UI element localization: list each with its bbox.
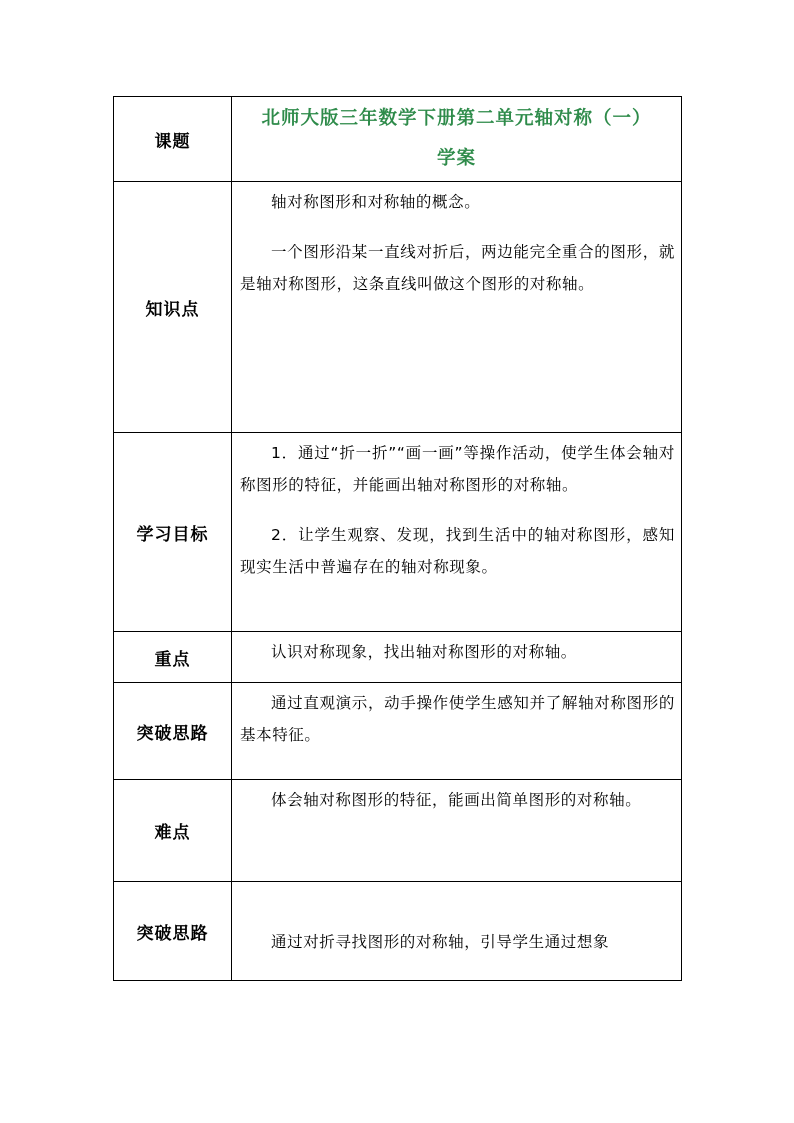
approach-content-2 xyxy=(232,882,682,981)
key-point-row xyxy=(114,632,682,683)
approach-row-2 xyxy=(114,882,682,981)
knowledge-paragraph-2: 一个图形沿某一直线对折后，两边能完全重合的图形，就是轴对称图形，这条直线叫做这个图形的对称轴。 xyxy=(240,243,675,293)
difficulty-label: 难点 xyxy=(114,780,232,882)
lesson-title-line-1: 北师大版三年数学下册第二单元轴对称（一） xyxy=(261,108,652,129)
approach-row-1 xyxy=(114,683,682,780)
lesson-plan-table xyxy=(113,96,682,981)
objectives-content xyxy=(232,433,682,632)
objective-paragraph-2: 2．让学生观察、发现，找到生活中的轴对称图形，感知现实生活中普遍存在的轴对称现象。 xyxy=(240,526,675,576)
lesson-title xyxy=(232,97,682,182)
approach-paragraph-1: 通过直观演示，动手操作使学生感知并了解轴对称图形的基本特征。 xyxy=(240,694,675,744)
objectives-row xyxy=(114,433,682,632)
knowledge-row xyxy=(114,182,682,433)
key-point-label: 重点 xyxy=(114,632,232,683)
approach-content-1 xyxy=(232,683,682,780)
difficulty-content xyxy=(232,780,682,882)
approach-label-1: 突破思路 xyxy=(114,683,232,780)
knowledge-label: 知识点 xyxy=(114,182,232,433)
knowledge-paragraph-1: 轴对称图形和对称轴的概念。 xyxy=(271,193,481,211)
key-point-content xyxy=(232,632,682,683)
title-row xyxy=(114,97,682,182)
title-label: 课题 xyxy=(114,97,232,182)
objective-paragraph-1: 1．通过“折一折”“画一画”等操作活动，使学生体会轴对称图形的特征，并能画出轴对称图形的对称轴。 xyxy=(240,444,675,494)
key-point-paragraph: 认识对称现象，找出轴对称图形的对称轴。 xyxy=(271,643,577,661)
difficulty-paragraph: 体会轴对称图形的特征，能画出简单图形的对称轴。 xyxy=(271,791,642,809)
lesson-title-line-2: 学案 xyxy=(436,148,476,169)
difficulty-row xyxy=(114,780,682,882)
approach-label-2: 突破思路 xyxy=(114,882,232,981)
approach-paragraph-2: 通过对折寻找图形的对称轴，引导学生通过想象 xyxy=(271,933,610,951)
objectives-label: 学习目标 xyxy=(114,433,232,632)
knowledge-content xyxy=(232,182,682,433)
